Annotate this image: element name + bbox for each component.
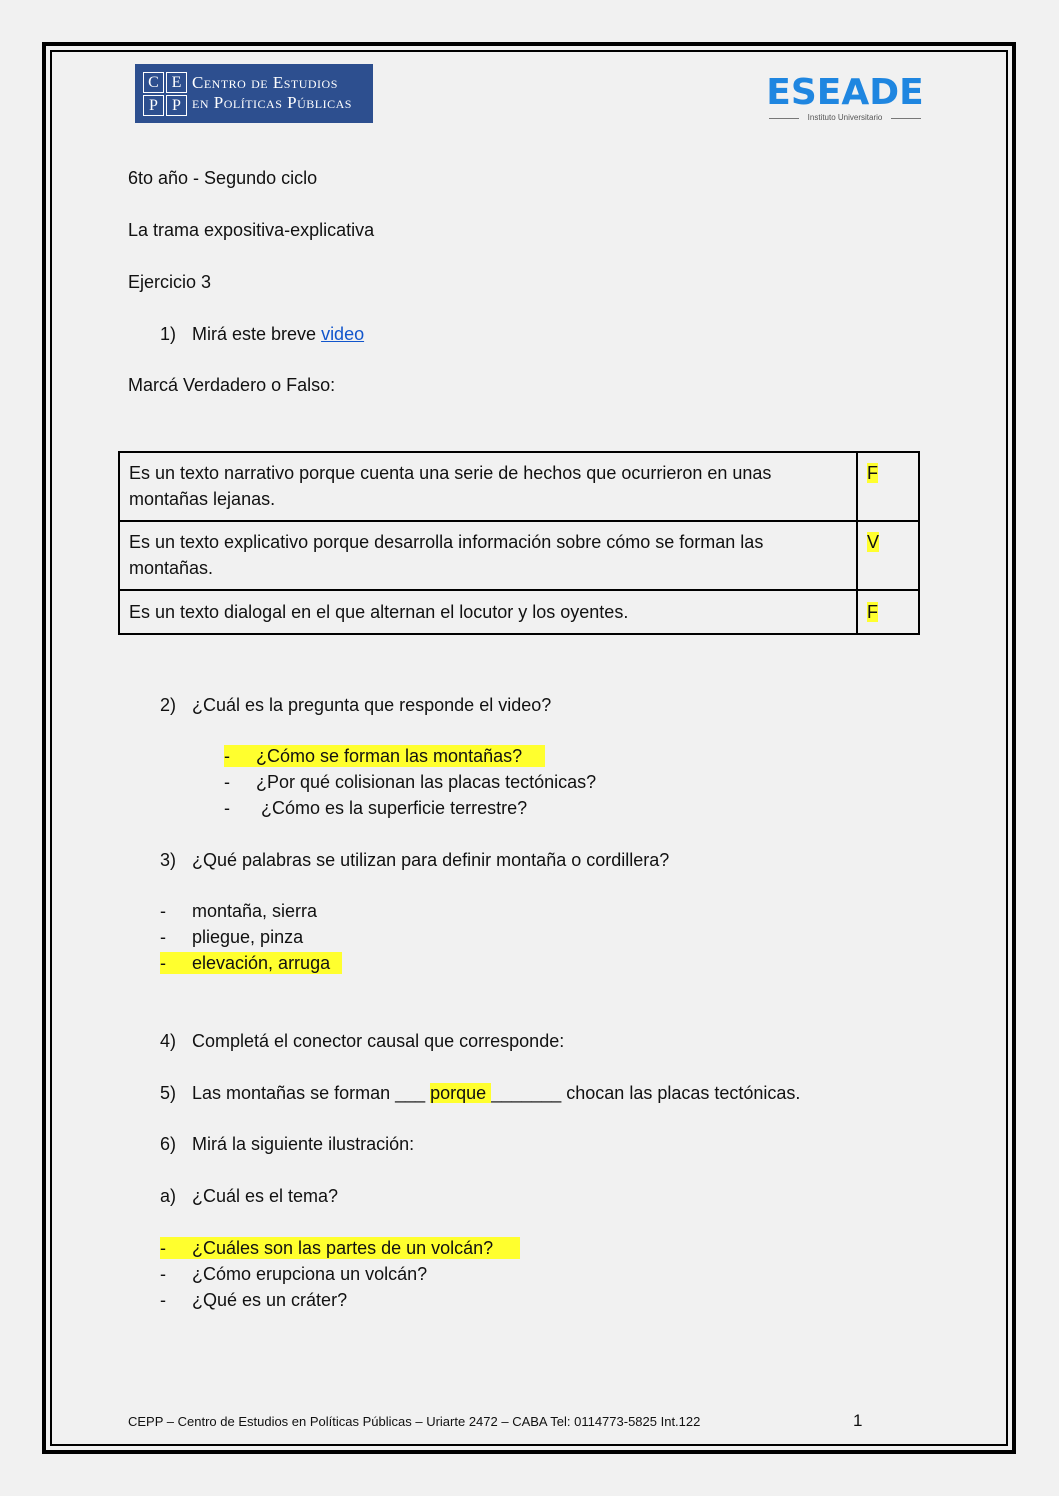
list-dash: -	[160, 953, 166, 973]
cepp-logo-text	[192, 73, 352, 113]
cepp-logo-mark	[143, 72, 187, 116]
option-text: ¿Cómo se forman las montañas?	[256, 746, 523, 766]
q3-option-selected	[160, 952, 342, 974]
list-dash: -	[224, 798, 230, 818]
list-dash: -	[160, 901, 166, 921]
q4-number: 4)	[160, 1031, 177, 1051]
option-text: elevación, arruga	[192, 953, 331, 973]
cepp-letter: E	[166, 72, 187, 93]
q3-option	[160, 926, 304, 948]
answer-highlight: V	[867, 532, 880, 552]
table-row	[119, 590, 919, 634]
q3-option	[160, 900, 318, 922]
cepp-letter: P	[143, 95, 164, 116]
q6-number: 6)	[160, 1134, 177, 1154]
q6-text: Mirá la siguiente ilustración:	[192, 1134, 415, 1154]
q1-number: 1)	[160, 324, 177, 344]
exercise-title: Ejercicio 3	[128, 272, 212, 292]
option-text: ¿Qué es un cráter?	[192, 1290, 348, 1310]
list-dash: -	[160, 1290, 166, 1310]
qa-number: a)	[160, 1186, 177, 1206]
option-text: ¿Cómo es la superficie terrestre?	[256, 798, 528, 818]
q1-prompt: Mirá este breve	[192, 324, 322, 344]
q2-number: 2)	[160, 695, 177, 715]
q5-number: 5)	[160, 1083, 177, 1103]
option-text: ¿Cuáles son las partes de un volcán?	[192, 1238, 494, 1258]
footer-text: CEPP – Centro de Estudios en Políticas Públicas – Uriarte 2472 – CABA Tel: 0114773-5825 Int.122	[128, 1414, 701, 1429]
q5-after: _______ chocan las placas tectónicas.	[491, 1083, 801, 1103]
option-text: pliegue, pinza	[192, 927, 304, 947]
statement-cell: Es un texto dialogal en el que alternan el locutor y los oyentes.	[119, 590, 857, 634]
course-level: 6to año - Segundo ciclo	[128, 168, 318, 188]
q1-text	[192, 323, 364, 345]
statement-cell: Es un texto narrativo porque cuenta una serie de hechos que ocurrieron en unas montañas lejanas.	[119, 452, 857, 521]
list-dash: -	[160, 1238, 166, 1258]
answer-highlight: F	[867, 602, 878, 622]
list-dash: -	[160, 927, 166, 947]
video-link[interactable]: video	[321, 324, 365, 344]
true-false-table	[118, 451, 920, 635]
q2-text: ¿Cuál es la pregunta que responde el video?	[192, 695, 552, 715]
statement-cell: Es un texto explicativo porque desarrolla información sobre cómo se forman las montañas.	[119, 521, 857, 590]
qa-option-selected	[160, 1237, 520, 1259]
q2-option	[224, 771, 597, 793]
list-dash: -	[160, 1264, 166, 1284]
qa-text: ¿Cuál es el tema?	[192, 1186, 339, 1206]
option-text: ¿Cómo erupciona un volcán?	[192, 1264, 428, 1284]
q5-answer: porque	[430, 1083, 492, 1103]
q5-sentence	[192, 1082, 800, 1104]
eseade-logo-subtitle: Instituto Universitario	[766, 113, 924, 123]
eseade-logo-word: ESEADE	[766, 72, 924, 113]
page-number: 1	[853, 1411, 863, 1430]
cepp-letter: C	[143, 72, 164, 93]
cepp-logo-line2: en Políticas Públicas	[192, 93, 352, 112]
q3-number: 3)	[160, 850, 177, 870]
qa-option	[160, 1263, 428, 1285]
cepp-logo-line1: Centro de Estudios	[192, 73, 338, 92]
table-row	[119, 521, 919, 590]
answer-cell	[857, 590, 919, 634]
option-text: montaña, sierra	[192, 901, 318, 921]
topic-title: La trama expositiva-explicativa	[128, 220, 375, 240]
list-dash: -	[224, 746, 230, 766]
cepp-logo	[135, 64, 373, 123]
table-row	[119, 452, 919, 521]
q4-text: Completá el conector causal que corresponde:	[192, 1031, 565, 1051]
qa-option	[160, 1289, 348, 1311]
eseade-logo	[766, 74, 924, 124]
q5-before: Las montañas se forman ___	[192, 1083, 431, 1103]
q2-option-selected	[224, 745, 545, 767]
q3-text: ¿Qué palabras se utilizan para definir montaña o cordillera?	[192, 850, 670, 870]
list-dash: -	[224, 772, 230, 792]
vf-instruction: Marcá Verdadero o Falso:	[128, 375, 336, 395]
option-text: ¿Por qué colisionan las placas tectónicas?	[256, 772, 597, 792]
q2-option	[224, 797, 528, 819]
answer-highlight: F	[867, 463, 878, 483]
answer-cell	[857, 521, 919, 590]
cepp-letter: P	[166, 95, 187, 116]
answer-cell	[857, 452, 919, 521]
